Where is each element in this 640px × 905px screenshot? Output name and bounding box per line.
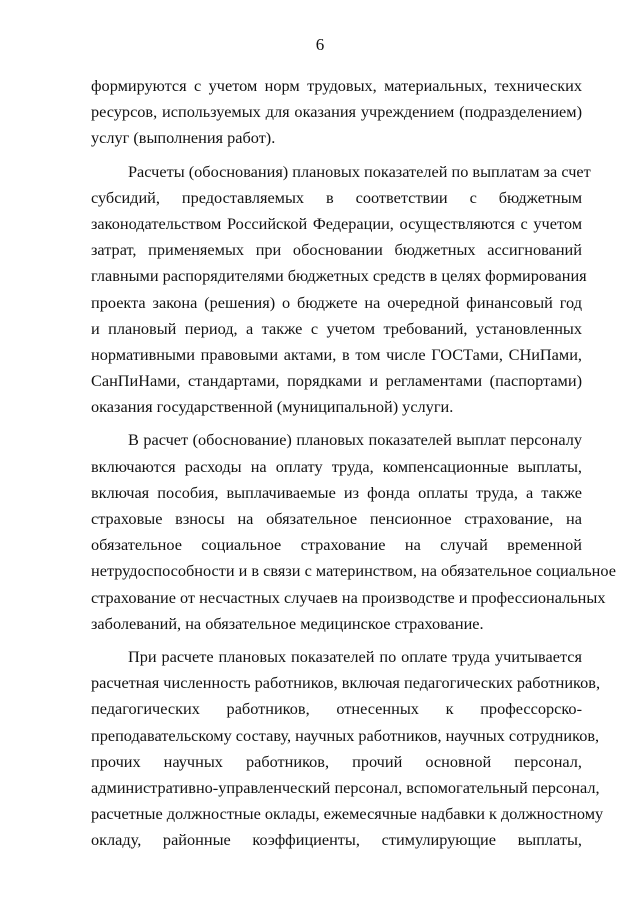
text-line: проекта закона (решения) о бюджете на очередной финансовый год bbox=[91, 292, 582, 312]
text-line: При расчете плановых показателей по оплате труда учитывается bbox=[128, 646, 582, 666]
page-number: 6 bbox=[315, 35, 325, 54]
text-line: законодательством Российской Федерации, осуществляются с учетом bbox=[91, 213, 582, 233]
text-line: расчетные должностные оклады, ежемесячные надбавки к должностному bbox=[91, 804, 604, 824]
text-line: Расчеты (обоснования) плановых показателей по выплатам за счет bbox=[128, 161, 591, 181]
text-line: главными распорядителями бюджетных средств в целях формирования bbox=[91, 266, 587, 286]
text-line: В расчет (обоснование) плановых показателей выплат персоналу bbox=[128, 430, 582, 450]
text-line: ресурсов, используемых для оказания учреждением (подразделением) bbox=[91, 102, 582, 122]
text-line: формируются с учетом норм трудовых, материальных, технических bbox=[91, 76, 582, 95]
text-line: оказания государственной (муниципальной) услуги. bbox=[91, 397, 454, 417]
paragraph bbox=[91, 73, 582, 152]
text-line: субсидий, предоставляемых в соответствии с бюджетным bbox=[91, 187, 582, 207]
text-line: включая пособия, выплачиваемые из фонда оплаты труда, а также bbox=[91, 482, 582, 502]
text-line: заболеваний, на обязательное медицинское страхование. bbox=[91, 613, 484, 633]
text-line: затрат, применяемых при обосновании бюджетных ассигнований bbox=[91, 240, 582, 260]
text-line: СанПиНами, стандартами, порядками и регламентами (паспортами) bbox=[91, 371, 582, 391]
text-line: административно-управленческий персонал, вспомогательный персонал, bbox=[91, 777, 600, 797]
text-line: обязательное социальное страхование на случай временной bbox=[91, 535, 582, 555]
text-line: прочих научных работников, прочий основной персонал, bbox=[91, 751, 582, 771]
paragraph-gap bbox=[91, 637, 582, 644]
text-line: нормативными правовыми актами, в том числе ГОСТами, СНиПами, bbox=[91, 344, 582, 364]
text-line: включаются расходы на оплату труда, компенсационные выплаты, bbox=[91, 456, 582, 476]
paragraph bbox=[91, 644, 604, 854]
paragraph bbox=[91, 159, 591, 421]
text-line: страховые взносы на обязательное пенсионное страхование, на bbox=[91, 509, 582, 528]
text-line: и плановый период, а также с учетом требований, установленных bbox=[91, 318, 582, 338]
text-line: педагогических работников, отнесенных к профессорско- bbox=[91, 699, 582, 719]
paragraph-gap bbox=[91, 152, 582, 159]
document-body bbox=[91, 73, 616, 853]
text-line: окладу, районные коэффициенты, стимулирующие выплаты, bbox=[91, 830, 582, 850]
text-line: расчетная численность работников, включая педагогических работников, bbox=[91, 673, 601, 693]
paragraph-gap bbox=[91, 420, 582, 427]
text-line: нетрудоспособности и в связи с материнством, на обязательное социальное bbox=[91, 561, 616, 581]
text-line: услуг (выполнения работ). bbox=[91, 128, 276, 148]
text-line: страхование от несчастных случаев на производстве и профессиональных bbox=[91, 587, 606, 607]
paragraph bbox=[91, 427, 616, 637]
text-line: преподавательскому составу, научных работников, научных сотрудников, bbox=[91, 725, 600, 745]
